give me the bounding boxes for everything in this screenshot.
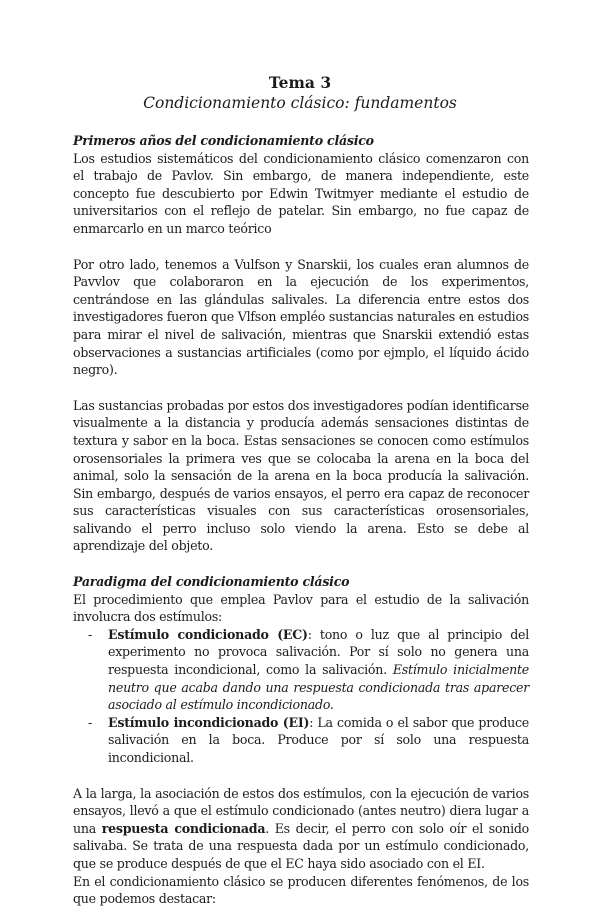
list-item-ec: [73, 626, 529, 714]
definition-ei: : La comida o el sabor que produce salivación en la boca. Produce por sí solo una respuesta incondicional.: [108, 714, 530, 765]
bullet-dash: -: [88, 714, 93, 730]
paragraph-1: Los estudios sistemáticos del condicionamiento clásico comenzaron con el trabajo de Pavlov. Sin embargo, de manera independiente, este concepto fue descubierto por Edwin Twitmyer mediante el estudio de universitarios con el reflejo de patelar. Sin embargo, no fue capaz de enmarcarlo en un marco teórico: [73, 150, 529, 236]
document-subtitle: Condicionamiento clásico: fundamentos: [143, 94, 457, 112]
paragraph-respuesta-condicionada: [73, 785, 529, 873]
paragraph-intro-estimulos: El procedimiento que emplea Pavlov para el estudio de la salivación involucra dos estímulos:: [73, 591, 529, 625]
term-ei: Estímulo incondicionado (EI): [108, 714, 310, 730]
definition-ec: : tono o luz que al principio del experimento no provoca salivación. Por sí solo no genera una respuesta incondicional, como la salivación.: [108, 626, 529, 678]
list-item-ei: [73, 714, 529, 767]
term-ec: Estímulo condicionado (EC): [108, 626, 308, 642]
paragraph-respuesta-part-b: . Es decir, el perro con solo oír el sonido salivaba. Se trata de una respuesta dada por un estímulo condicionado, que se produce después de que el EC haya sido asociado con el EI.: [73, 820, 530, 871]
definition-ec-italic: Estímulo inicialmente neutro que acaba dando una respuesta condicionada tras aparecer asociado al estímulo incondicionado.: [108, 662, 529, 713]
paragraph-respuesta-part-a: A la larga, la asociación de estos dos estímulos, con la ejecución de varios ensayos, llevó a que el estímulo condicionado (antes neutro) diera lugar a una: [73, 785, 529, 836]
stimulus-list: [73, 626, 529, 767]
document-body: [73, 132, 529, 908]
section-heading-paradigma: Paradigma del condicionamiento clásico: [73, 574, 350, 590]
document-title: Tema 3: [268, 73, 332, 92]
paragraph-3: Las sustancias probadas por estos dos investigadores podían identificarse visualmente a la distancia y producía además sensaciones distintas de textura y sabor en la boca. Estas sensaciones se conocen como estímulos orosensoriales la primera ves que se colocaba la arena en la boca del animal, solo la sensación de la arena en la boca producía la salivación. Sin embargo, después de varios ensayos, el perro era capaz de reconocer sus características visuales con sus características orosensoriales, salivando el perro incluso solo viendo la arena. Esto se debe al aprendizaje del objeto.: [73, 397, 529, 554]
paragraph-fenomenos: En el condicionamiento clásico se producen diferentes fenómenos, de los que podemos destacar:: [73, 873, 529, 907]
paragraph-2: Por otro lado, tenemos a Vulfson y Snarskii, los cuales eran alumnos de Pavvlov que colaboraron en la ejecución de los experimentos, centrándose en las glándulas salivales. La diferencia entre estos dos investigadores fueron que Vlfson empléo sustancias naturales en estudios para mirar el nivel de salivación, mientras que Snarskii extendió estas observaciones a sustancias artificiales (como por ejmplo, el líquido ácido negro).: [73, 256, 529, 378]
term-respuesta-condicionada: respuesta condicionada: [101, 820, 266, 836]
section-heading-primeros-anos: Primeros años del condicionamiento clásico: [73, 133, 374, 148]
bullet-dash: -: [88, 626, 93, 642]
